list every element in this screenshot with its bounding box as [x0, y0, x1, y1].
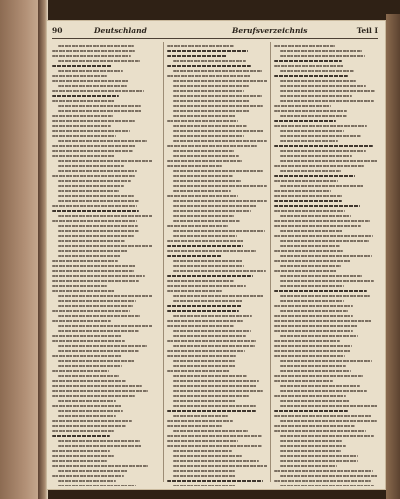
- text-line: [58, 235, 134, 238]
- text-line: [280, 155, 352, 158]
- text-line: [173, 105, 263, 108]
- text-line: [280, 390, 367, 393]
- text-line: [167, 45, 234, 48]
- text-line: [173, 460, 259, 463]
- text-line: [274, 225, 361, 228]
- text-line: [58, 440, 140, 443]
- text-line: [52, 340, 125, 343]
- text-line: [280, 150, 366, 153]
- text-line: [274, 355, 345, 358]
- text-line: [173, 450, 232, 453]
- text-line: [58, 170, 137, 173]
- text-line: [58, 110, 142, 113]
- text-line: [173, 125, 247, 128]
- text-line: [167, 325, 234, 328]
- text-line: [173, 155, 239, 158]
- text-line: [58, 140, 147, 143]
- text-line: [167, 425, 222, 428]
- text-line: [167, 310, 239, 313]
- text-line: [52, 55, 131, 58]
- text-line: [274, 315, 353, 318]
- text-line: [274, 165, 364, 168]
- text-line: [274, 180, 338, 183]
- text-line: [58, 345, 147, 348]
- text-line: [274, 125, 367, 128]
- text-line: [52, 220, 137, 223]
- text-line: [173, 295, 264, 298]
- text-line: [58, 45, 134, 48]
- text-line: [52, 420, 132, 423]
- text-line: [58, 365, 122, 368]
- text-line: [280, 450, 341, 453]
- text-line: [58, 315, 140, 318]
- text-line: [280, 280, 374, 283]
- text-line: [280, 115, 347, 118]
- header-left-title: Deutschland: [94, 26, 147, 35]
- text-line: [274, 75, 348, 78]
- text-line: [52, 425, 126, 428]
- text-line: [58, 200, 139, 203]
- text-line: [173, 130, 264, 133]
- text-line: [173, 95, 262, 98]
- running-header: [52, 26, 378, 38]
- text-line: [58, 70, 123, 73]
- text-line: [274, 205, 360, 208]
- text-line: [173, 150, 234, 153]
- text-column-3: [274, 42, 378, 486]
- text-line: [58, 215, 152, 218]
- text-line: [167, 305, 242, 308]
- text-line: [173, 115, 236, 118]
- text-line: [280, 435, 374, 438]
- text-line: [52, 370, 109, 373]
- text-line: [52, 455, 114, 458]
- text-line: [173, 415, 228, 418]
- text-line: [58, 165, 124, 168]
- text-line: [173, 190, 231, 193]
- text-line: [280, 360, 372, 363]
- text-line: [58, 445, 142, 448]
- text-line: [58, 230, 139, 233]
- text-line: [280, 295, 370, 298]
- text-line: [167, 50, 248, 53]
- text-line: [280, 80, 356, 83]
- header-rule: [52, 38, 378, 39]
- text-line: [173, 210, 251, 213]
- text-line: [52, 155, 115, 158]
- text-line: [280, 335, 358, 338]
- scanned-page: [46, 20, 386, 490]
- text-line: [274, 45, 335, 48]
- text-line: [274, 260, 351, 263]
- text-line: [167, 165, 222, 168]
- column-divider: [163, 42, 164, 482]
- page-number: 90: [52, 26, 63, 35]
- text-line: [173, 475, 236, 478]
- text-column-1: [52, 42, 152, 486]
- text-line: [52, 380, 126, 383]
- text-line: [58, 480, 116, 483]
- text-line: [280, 370, 351, 373]
- text-line: [274, 190, 331, 193]
- text-line: [52, 50, 135, 53]
- text-line: [274, 220, 370, 223]
- text-line: [52, 145, 136, 148]
- text-line: [274, 105, 331, 108]
- text-line: [52, 475, 124, 478]
- text-line: [52, 320, 111, 323]
- text-line: [52, 265, 136, 268]
- text-line: [173, 230, 265, 233]
- text-line: [280, 50, 362, 53]
- text-line: [167, 250, 256, 253]
- text-line: [274, 325, 358, 328]
- text-line: [173, 140, 267, 143]
- text-line: [167, 240, 244, 243]
- text-line: [58, 485, 136, 487]
- text-line: [274, 250, 343, 253]
- column-divider: [270, 42, 271, 482]
- text-line: [173, 260, 243, 263]
- text-line: [52, 435, 110, 438]
- text-line: [52, 75, 107, 78]
- text-line: [280, 245, 340, 248]
- text-line: [52, 260, 118, 263]
- text-line: [280, 100, 374, 103]
- text-line: [274, 195, 342, 198]
- text-line: [173, 85, 249, 88]
- text-line: [173, 215, 234, 218]
- text-line: [58, 295, 152, 298]
- text-line: [274, 395, 346, 398]
- text-line: [274, 380, 333, 383]
- text-line: [167, 225, 228, 228]
- text-line: [280, 400, 350, 403]
- text-line: [167, 290, 222, 293]
- text-line: [280, 90, 375, 93]
- text-line: [173, 90, 244, 93]
- text-line: [173, 200, 267, 203]
- text-line: [58, 255, 121, 258]
- text-line: [274, 120, 336, 123]
- text-line: [280, 365, 346, 368]
- text-line: [274, 330, 353, 333]
- text-line: [167, 440, 238, 443]
- text-line: [167, 340, 256, 343]
- header-center-title: Berufsverzeichnis: [232, 26, 308, 35]
- text-line: [280, 310, 348, 313]
- text-line: [167, 65, 251, 68]
- text-line: [173, 470, 235, 473]
- text-line: [280, 185, 364, 188]
- text-line: [167, 160, 242, 163]
- text-line: [58, 225, 138, 228]
- text-line: [274, 305, 353, 308]
- text-line: [167, 280, 234, 283]
- text-line: [173, 390, 263, 393]
- text-line: [167, 370, 230, 373]
- text-line: [58, 250, 128, 253]
- text-line: [52, 80, 129, 83]
- text-line: [274, 425, 355, 428]
- text-line: [52, 90, 144, 93]
- text-line: [167, 195, 238, 198]
- text-line: [52, 210, 139, 213]
- text-line: [58, 350, 139, 353]
- text-line: [280, 160, 378, 163]
- text-line: [280, 275, 362, 278]
- text-line: [173, 170, 263, 173]
- text-line: [274, 200, 342, 203]
- right-binding-edge: [386, 14, 400, 499]
- text-line: [274, 290, 367, 293]
- text-line: [173, 80, 267, 83]
- text-line: [173, 180, 241, 183]
- text-line: [167, 255, 222, 258]
- text-line: [167, 75, 251, 78]
- text-line: [173, 265, 244, 268]
- text-line: [173, 395, 249, 398]
- text-line: [167, 420, 233, 423]
- text-line: [280, 240, 369, 243]
- text-line: [173, 485, 236, 487]
- text-line: [280, 85, 366, 88]
- text-line: [274, 60, 342, 63]
- text-line: [173, 335, 246, 338]
- text-line: [280, 255, 372, 258]
- text-line: [274, 345, 352, 348]
- text-line: [274, 410, 348, 413]
- text-line: [58, 180, 131, 183]
- text-line: [58, 415, 116, 418]
- text-line: [167, 435, 262, 438]
- text-line: [58, 240, 125, 243]
- text-line: [167, 445, 262, 448]
- text-line: [52, 335, 122, 338]
- text-line: [280, 385, 360, 388]
- text-line: [52, 115, 113, 118]
- text-line: [58, 85, 127, 88]
- text-line: [173, 360, 235, 363]
- text-column-2: [167, 42, 267, 486]
- text-line: [52, 275, 145, 278]
- text-line: [52, 395, 135, 398]
- text-line: [173, 100, 250, 103]
- text-line: [167, 320, 243, 323]
- text-line: [274, 480, 371, 483]
- text-line: [52, 465, 148, 468]
- text-line: [280, 140, 338, 143]
- text-line: [58, 330, 139, 333]
- text-line: [280, 70, 354, 73]
- text-line: [173, 465, 267, 468]
- text-line: [280, 230, 343, 233]
- text-line: [280, 465, 337, 468]
- text-line: [280, 485, 374, 487]
- text-line: [52, 130, 130, 133]
- text-line: [52, 285, 107, 288]
- text-line: [58, 470, 128, 473]
- header-right-label: Teil I: [356, 26, 378, 35]
- text-line: [52, 450, 110, 453]
- text-line: [52, 175, 135, 178]
- text-line: [274, 320, 372, 323]
- text-line: [280, 300, 344, 303]
- text-line: [280, 440, 342, 443]
- text-line: [274, 415, 372, 418]
- text-line: [58, 160, 152, 163]
- text-line: [167, 120, 238, 123]
- text-line: [274, 470, 373, 473]
- text-line: [274, 110, 347, 113]
- text-line: [58, 195, 134, 198]
- text-line: [58, 325, 152, 328]
- text-line: [274, 375, 363, 378]
- text-line: [274, 175, 355, 178]
- text-line: [280, 130, 344, 133]
- text-line: [167, 275, 253, 278]
- text-line: [167, 355, 236, 358]
- text-line: [52, 290, 115, 293]
- text-line: [167, 245, 243, 248]
- text-line: [173, 175, 233, 178]
- text-line: [58, 185, 124, 188]
- text-line: [280, 55, 365, 58]
- text-line: [173, 375, 247, 378]
- text-line: [52, 405, 122, 408]
- text-line: [167, 480, 263, 483]
- text-line: [280, 460, 358, 463]
- previous-page-edge: [0, 0, 40, 499]
- text-line: [280, 135, 361, 138]
- text-line: [58, 410, 123, 413]
- text-line: [173, 110, 250, 113]
- text-line: [280, 215, 351, 218]
- text-line: [173, 135, 244, 138]
- text-line: [52, 460, 107, 463]
- text-line: [280, 405, 378, 408]
- text-line: [52, 355, 122, 358]
- text-line: [58, 305, 133, 308]
- text-line: [58, 300, 136, 303]
- text-line: [52, 270, 134, 273]
- text-line: [167, 350, 245, 353]
- text-line: [52, 280, 139, 283]
- text-line: [173, 300, 243, 303]
- text-line: [173, 315, 252, 318]
- text-line: [173, 185, 267, 188]
- text-line: [52, 310, 130, 313]
- text-line: [274, 65, 344, 68]
- text-line: [280, 265, 341, 268]
- text-line: [173, 235, 237, 238]
- text-line: [173, 345, 255, 348]
- text-line: [280, 420, 377, 423]
- text-line: [173, 385, 257, 388]
- text-line: [173, 70, 262, 73]
- text-line: [173, 270, 266, 273]
- text-line: [167, 410, 256, 413]
- text-line: [173, 365, 236, 368]
- text-line: [173, 220, 240, 223]
- text-line: [173, 205, 257, 208]
- text-line: [52, 100, 115, 103]
- text-line: [173, 380, 259, 383]
- text-line: [280, 475, 378, 478]
- text-line: [280, 445, 346, 448]
- text-line: [173, 400, 236, 403]
- text-line: [52, 95, 119, 98]
- text-line: [274, 430, 366, 433]
- text-line: [173, 330, 251, 333]
- text-line: [52, 135, 116, 138]
- text-line: [167, 145, 257, 148]
- text-line: [52, 205, 137, 208]
- text-line: [280, 170, 341, 173]
- text-line: [173, 405, 256, 408]
- text-line: [280, 285, 344, 288]
- text-line: [274, 235, 373, 238]
- text-line: [58, 60, 140, 63]
- text-line: [274, 340, 340, 343]
- text-line: [58, 360, 135, 363]
- text-line: [173, 60, 246, 63]
- text-line: [52, 150, 133, 153]
- text-line: [167, 285, 246, 288]
- text-line: [52, 120, 135, 123]
- text-line: [52, 390, 148, 393]
- text-line: [274, 350, 351, 353]
- text-line: [58, 400, 116, 403]
- text-line: [58, 190, 119, 193]
- text-line: [52, 65, 112, 68]
- text-line: [280, 455, 358, 458]
- text-line: [58, 375, 119, 378]
- text-line: [274, 145, 373, 148]
- text-line: [167, 55, 227, 58]
- text-line: [58, 105, 141, 108]
- text-line: [58, 245, 152, 248]
- text-line: [173, 455, 242, 458]
- text-line: [274, 270, 337, 273]
- text-line: [52, 430, 114, 433]
- text-line: [52, 125, 111, 128]
- text-line: [274, 210, 345, 213]
- text-line: [52, 385, 142, 388]
- text-line: [173, 430, 248, 433]
- text-line: [280, 95, 352, 98]
